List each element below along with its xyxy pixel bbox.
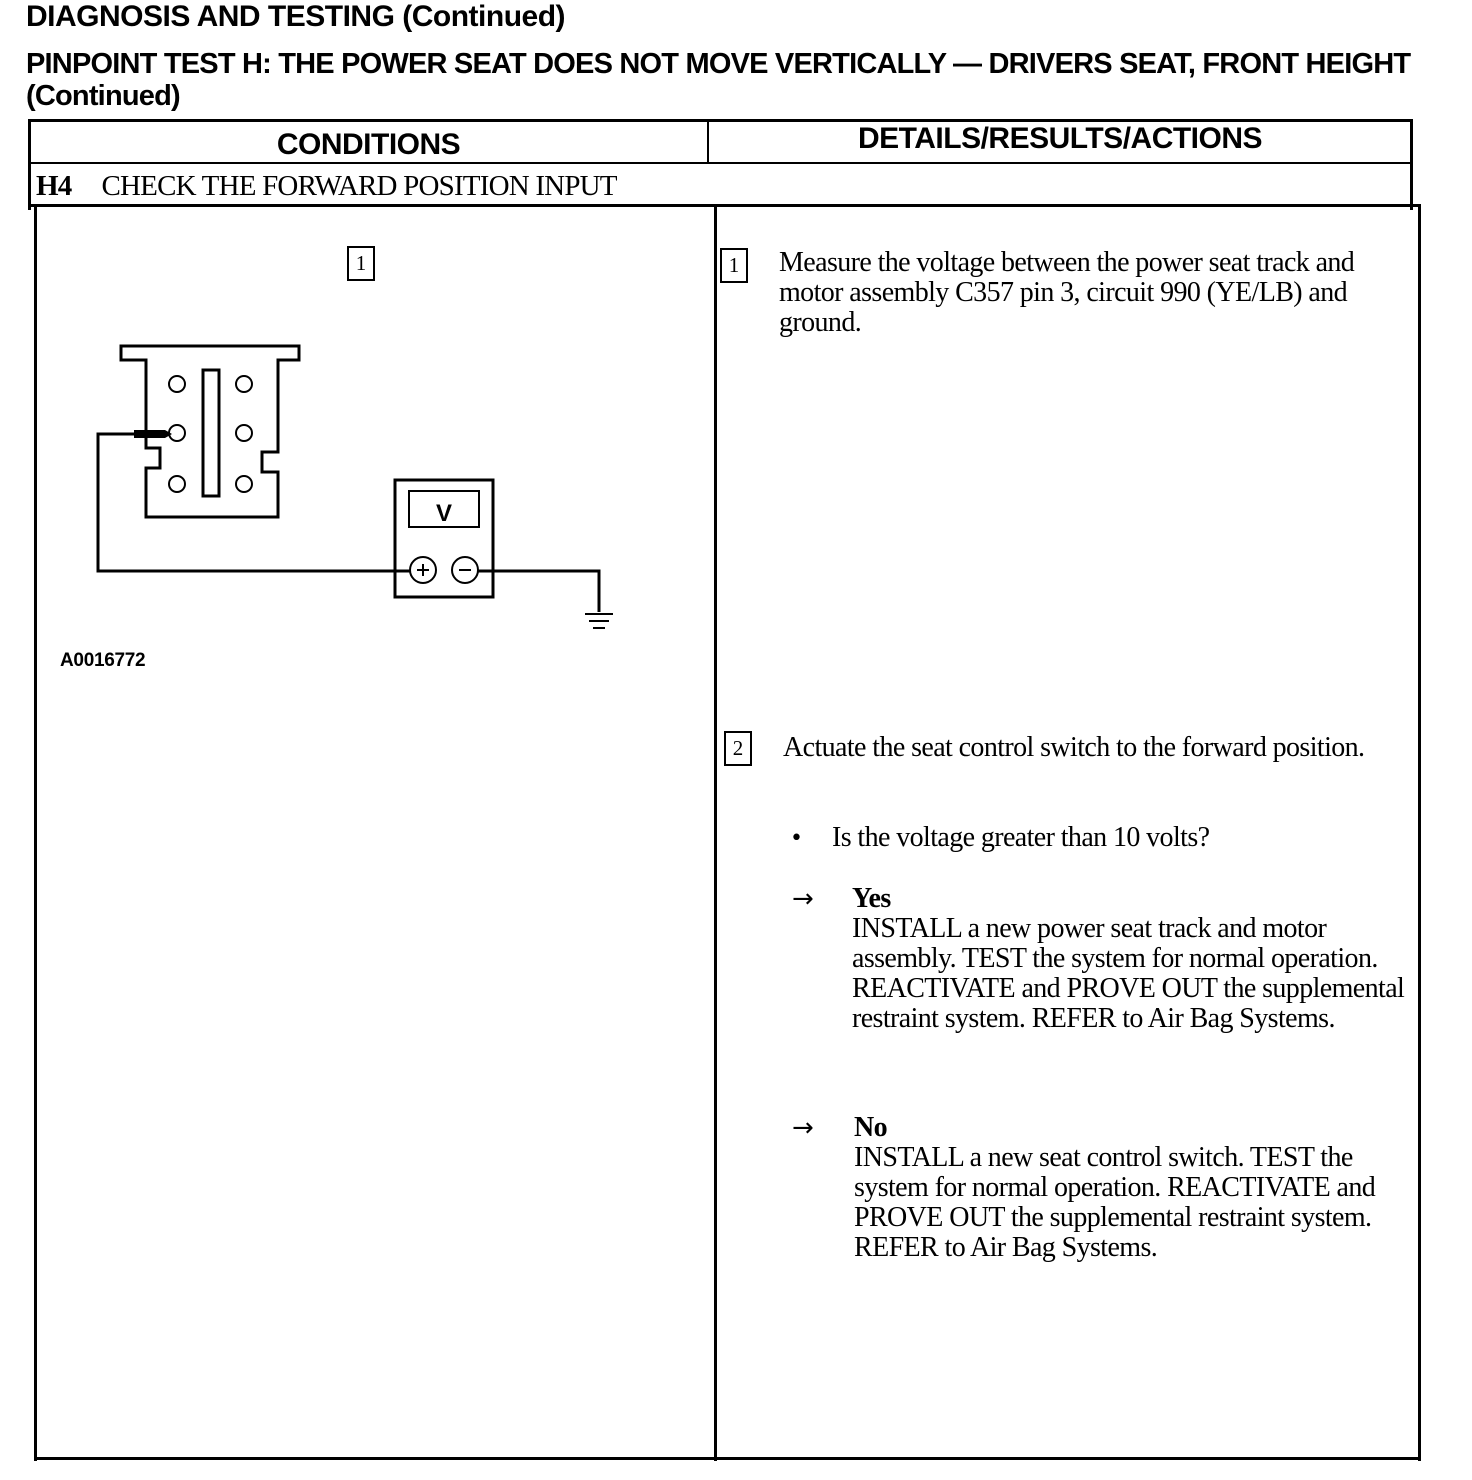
outcome-no-label: No — [854, 1112, 888, 1143]
column-header-details: DETAILS/RESULTS/ACTIONS — [857, 122, 1263, 155]
step-number-2: 2 — [724, 731, 752, 766]
step-1-text: Measure the voltage between the power seat track and motor assembly C357 pin 3, circuit 990 (YE/LB) and ground. — [779, 247, 1355, 338]
step-2-question: Is the voltage greater than 10 volts? — [832, 822, 1210, 853]
connector-pin — [236, 376, 252, 392]
ground-icon — [585, 614, 613, 628]
step-code: H4 — [36, 170, 72, 202]
figure-callout: 1 — [347, 246, 375, 281]
test-lead-negative — [478, 571, 599, 612]
probe-tip — [134, 430, 172, 438]
arrow-icon: → — [792, 884, 814, 914]
step-2-text: Actuate the seat control switch to the forward position. — [783, 732, 1365, 763]
outcome-yes — [852, 884, 1414, 1034]
outcome-no — [854, 1113, 1394, 1263]
connector-key-slot — [203, 370, 219, 496]
connector-pin — [169, 376, 185, 392]
step-title: CHECK THE FORWARD POSITION INPUT — [101, 170, 617, 202]
connector-pin — [169, 476, 185, 492]
step-number-1: 1 — [720, 248, 748, 283]
bullet-icon: • — [790, 826, 803, 851]
section-title: DIAGNOSIS AND TESTING (Continued) — [26, 0, 566, 33]
voltmeter-diagram — [0, 0, 720, 680]
connector-pin — [236, 425, 252, 441]
table-bottom-border — [34, 1457, 1421, 1460]
outcome-yes-text: INSTALL a new power seat track and motor assembly. TEST the system for normal operation. REACTIVATE and PROVE OUT the supplemental restraint system. REFER to Air Bag Systems. — [852, 913, 1405, 1034]
figure-id: A0016772 — [60, 650, 146, 671]
table-right-border-lower — [1418, 206, 1421, 1461]
column-header-conditions: CONDITIONS — [276, 128, 461, 161]
outcome-yes-label: Yes — [852, 883, 891, 914]
pinpoint-test-title: PINPOINT TEST H: THE POWER SEAT DOES NOT MOVE VERTICALLY — DRIVERS SEAT, FRONT HEIGHT (Continued) — [26, 48, 1411, 112]
connector-pin — [236, 476, 252, 492]
connector-pin — [169, 425, 185, 441]
arrow-icon: → — [792, 1113, 814, 1143]
meter-label: V — [435, 500, 453, 527]
outcome-no-text: INSTALL a new seat control switch. TEST the system for normal operation. REACTIVATE and PROVE OUT the supplemental restraint system. REFER to Air Bag Systems. — [854, 1142, 1376, 1263]
